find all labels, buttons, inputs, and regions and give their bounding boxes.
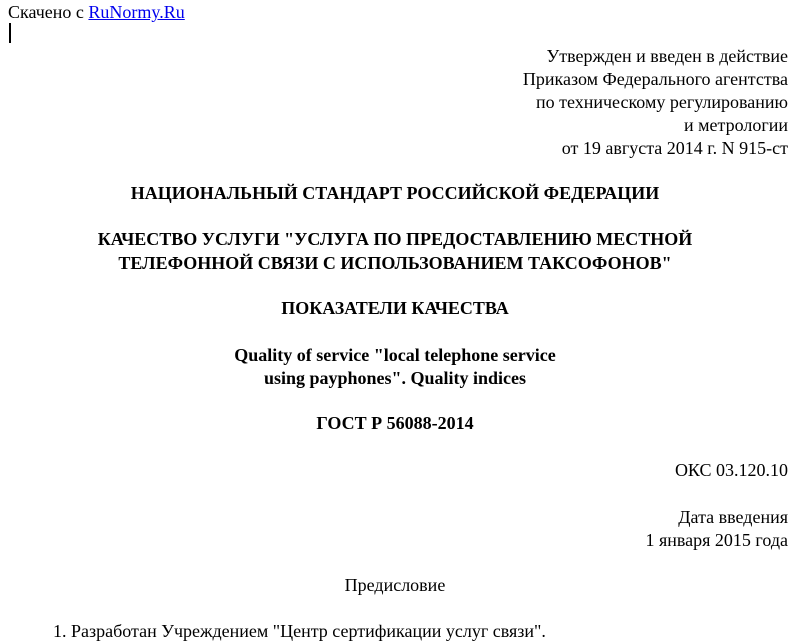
approval-line-4: и метрологии <box>684 115 788 135</box>
approval-line-2: Приказом Федерального агентства <box>522 69 788 89</box>
national-standard-heading: НАЦИОНАЛЬНЫЙ СТАНДАРТ РОССИЙСКОЙ ФЕДЕРАЦИИ <box>130 183 660 203</box>
approval-line-3: по техническому регулированию <box>535 92 788 112</box>
approval-line-5: от 19 августа 2014 г. N 915-ст <box>561 138 788 158</box>
preface-item-1: 1. Разработан Учреждением "Центр сертификации услуг связи". <box>53 621 546 641</box>
download-source-line <box>8 1 185 23</box>
preface-heading: Предисловие <box>344 575 446 595</box>
service-title-line-2: ТЕЛЕФОННОЙ СВЯЗИ С ИСПОЛЬЗОВАНИЕМ ТАКСОФОНОВ" <box>118 253 672 273</box>
download-prefix: Скачено с <box>8 2 89 22</box>
oks-code: ОКС 03.120.10 <box>674 460 788 480</box>
introduction-label: Дата введения <box>678 507 788 527</box>
introduction-date: 1 января 2015 года <box>645 530 788 550</box>
service-title-line-1: КАЧЕСТВО УСЛУГИ "УСЛУГА ПО ПРЕДОСТАВЛЕНИЮ МЕСТНОЙ <box>97 229 693 249</box>
gost-number: ГОСТ Р 56088-2014 <box>316 413 474 433</box>
approval-line-1: Утвержден и введен в действие <box>546 46 788 66</box>
quality-indicators-heading: ПОКАЗАТЕЛИ КАЧЕСТВА <box>281 298 509 318</box>
source-link[interactable]: RuNormy.Ru <box>88 2 185 22</box>
english-title-line-2: using payphones". Quality indices <box>263 368 527 388</box>
text-cursor <box>9 23 11 43</box>
english-title-line-1: Quality of service "local telephone service <box>234 345 556 365</box>
